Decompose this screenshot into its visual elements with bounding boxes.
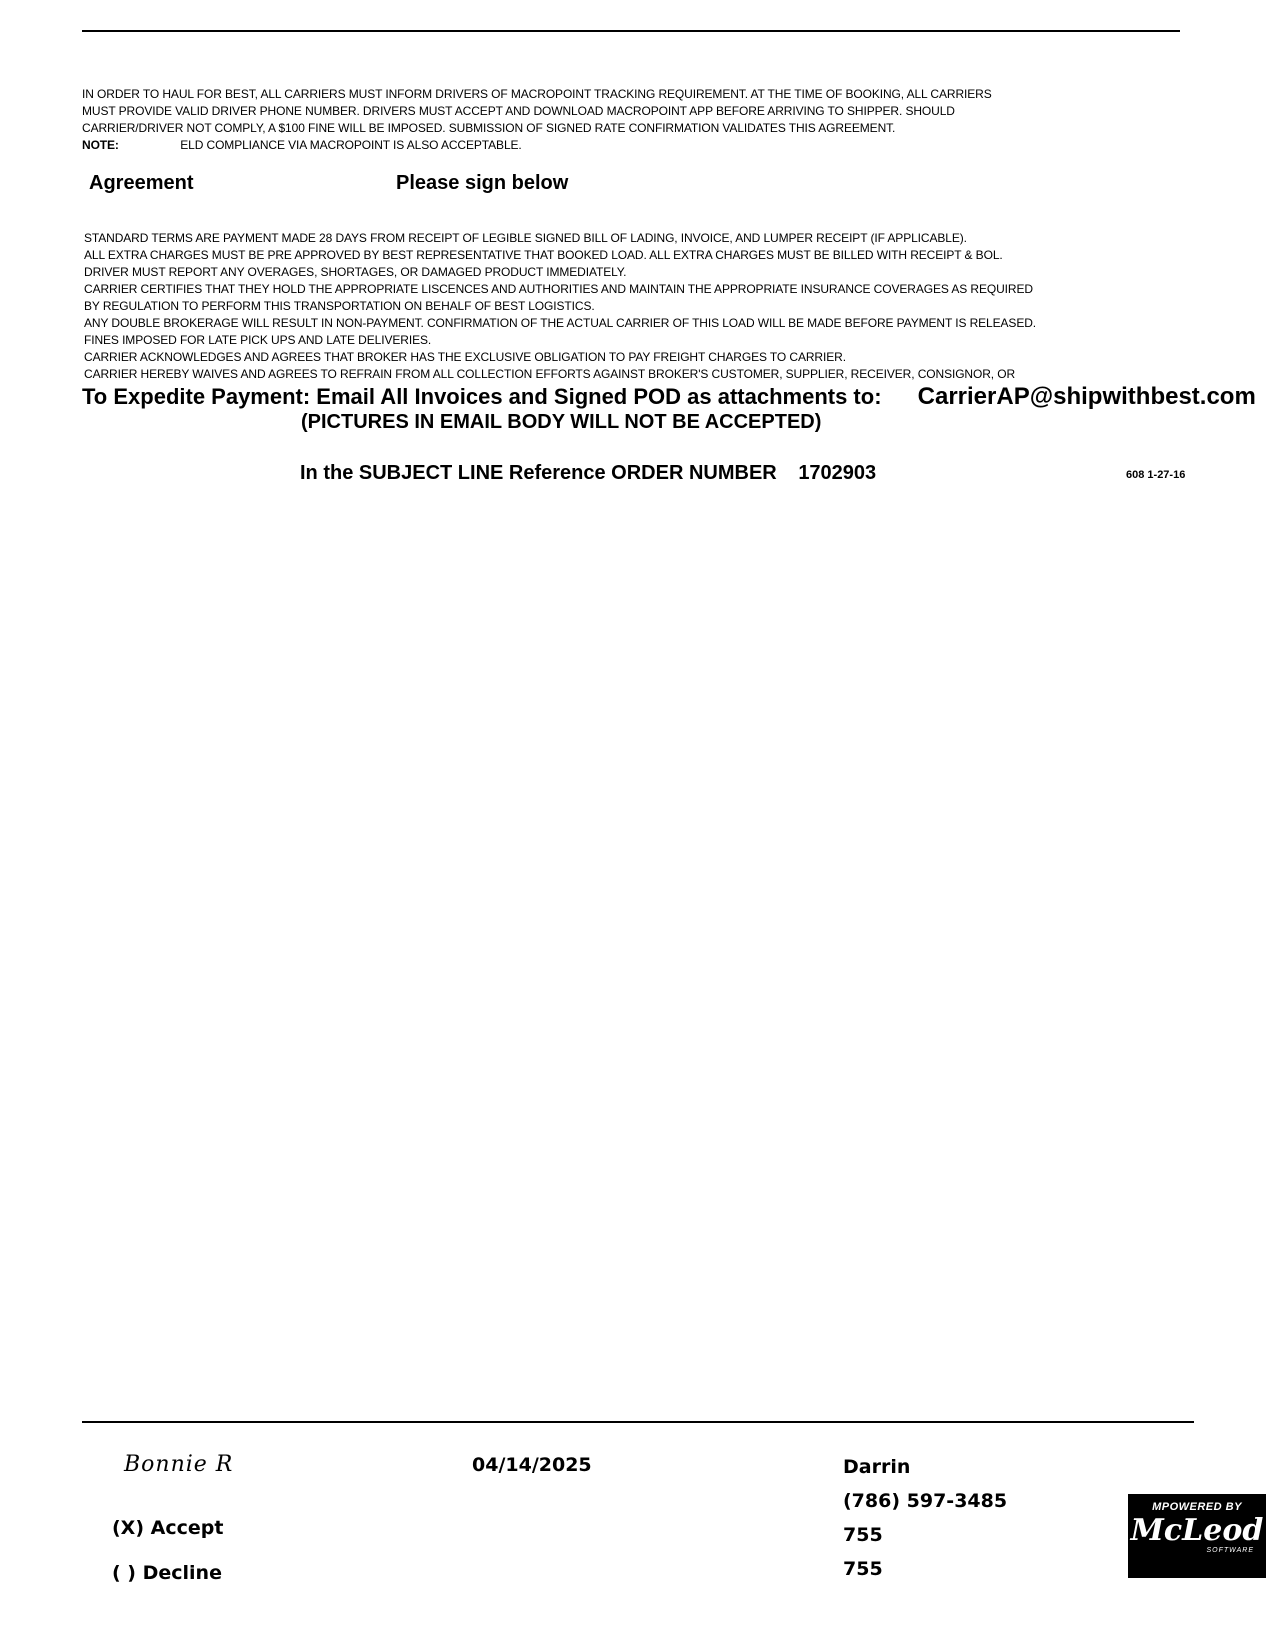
contact-value: 755 (843, 1558, 883, 1580)
note-text: ELD COMPLIANCE VIA MACROPOINT IS ALSO ACCEPTABLE. (180, 138, 522, 152)
sign-date: 04/14/2025 (472, 1454, 592, 1476)
expedite-payment-line (82, 383, 1256, 411)
form-code: 608 1-27-16 (1126, 469, 1186, 481)
macropoint-requirement (82, 86, 1192, 154)
logo-brand: McLeod (1130, 1513, 1264, 1548)
mcleod-logo (1128, 1494, 1266, 1578)
terms-line: FINES IMPOSED FOR LATE PICK UPS AND LATE DELIVERIES. (84, 333, 432, 347)
pictures-note: (PICTURES IN EMAIL BODY WILL NOT BE ACCEPTED) (301, 411, 822, 433)
top-divider (82, 30, 1180, 32)
note-label: NOTE: (82, 138, 119, 152)
macropoint-line: IN ORDER TO HAUL FOR BEST, ALL CARRIERS MUST INFORM DRIVERS OF MACROPOINT TRACKING REQUIREMENT. AT THE TIME OF BOOKING, ALL CARRIERS (82, 87, 992, 101)
terms-line: CARRIER CERTIFIES THAT THEY HOLD THE APPROPRIATE LISCENCES AND AUTHORITIES AND MAINTAIN THE APPROPRIATE INSURANCE COVERAGES AS REQUIRED (84, 282, 1033, 296)
terms-line: CARRIER ACKNOWLEDGES AND AGREES THAT BROKER HAS THE EXCLUSIVE OBLIGATION TO PAY FREIGHT CHARGES TO CARRIER. (84, 350, 846, 364)
macropoint-line: CARRIER/DRIVER NOT COMPLY, A $100 FINE WILL BE IMPOSED. SUBMISSION OF SIGNED RATE CONFIRMATION VALIDATES THIS AGREEMENT. (82, 121, 896, 135)
expedite-text: To Expedite Payment: Email All Invoices and Signed POD as attachments to: (82, 384, 882, 409)
subject-line-instruction (300, 462, 876, 485)
order-number: 1702903 (798, 462, 877, 484)
terms-line: BY REGULATION TO PERFORM THIS TRANSPORTATION ON BEHALF OF BEST LOGISTICS. (84, 299, 595, 313)
terms-block (84, 230, 1036, 383)
terms-line: ALL EXTRA CHARGES MUST BE PRE APPROVED BY BEST REPRESENTATIVE THAT BOOKED LOAD. ALL EXTRA CHARGES MUST BE BILLED WITH RECEIPT & BOL. (84, 248, 1003, 262)
macropoint-line: MUST PROVIDE VALID DRIVER PHONE NUMBER. DRIVERS MUST ACCEPT AND DOWNLOAD MACROPOINT APP BEFORE ARRIVING TO SHIPPER. SHOULD (82, 104, 955, 118)
contact-value: 755 (843, 1524, 883, 1546)
note-row (82, 137, 1192, 154)
terms-line: CARRIER HEREBY WAIVES AND AGREES TO REFRAIN FROM ALL COLLECTION EFFORTS AGAINST BROKER'S CUSTOMER, SUPPLIER, RECEIVER, CONSIGNOR, OR (84, 367, 1016, 381)
accept-option[interactable]: (X) Accept (112, 1517, 224, 1539)
terms-line: ANY DOUBLE BROKERAGE WILL RESULT IN NON-PAYMENT. CONFIRMATION OF THE ACTUAL CARRIER OF THIS LOAD WILL BE MADE BEFORE PAYMENT IS RELEASED. (84, 316, 1037, 330)
agreement-heading: Agreement (89, 172, 194, 194)
terms-line: STANDARD TERMS ARE PAYMENT MADE 28 DAYS FROM RECEIPT OF LEGIBLE SIGNED BILL OF LADING, INVOICE, AND LUMPER RECEIPT (IF APPLICABLE). (84, 231, 967, 245)
sign-prompt: Please sign below (396, 172, 569, 194)
bottom-divider (82, 1421, 1194, 1423)
contact-phone: (786) 597-3485 (843, 1490, 1008, 1512)
subject-text: In the SUBJECT LINE Reference ORDER NUMBER (300, 462, 777, 484)
signature: Bonnie R (124, 1452, 234, 1477)
decline-option[interactable]: ( ) Decline (112, 1562, 222, 1584)
logo-powered-by: MPOWERED BY (1152, 1501, 1242, 1513)
contact-name: Darrin (843, 1456, 911, 1478)
logo-software: SOFTWARE (1206, 1547, 1254, 1554)
terms-line: DRIVER MUST REPORT ANY OVERAGES, SHORTAGES, OR DAMAGED PRODUCT IMMEDIATELY. (84, 265, 627, 279)
carrier-ap-email[interactable]: CarrierAP@shipwithbest.com (917, 383, 1256, 410)
